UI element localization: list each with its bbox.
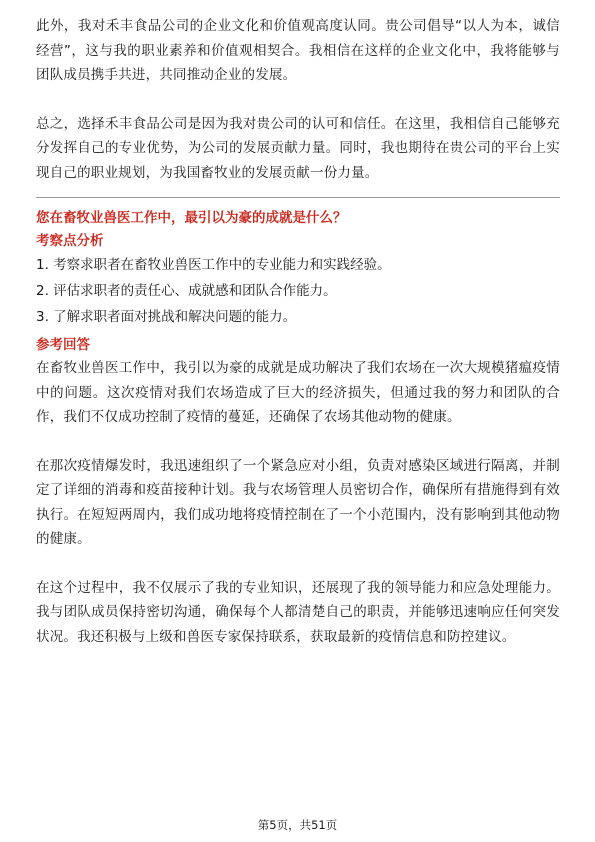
paragraph-gap: [36, 430, 560, 454]
answer-paragraph: 在畜牧业兽医工作中，我引以为豪的成就是成功解决了我们农场在一次大规模猪瘟疫情中的问题。这次疫情对我们农场造成了巨大的经济损失，但通过我的努力和团队的合作，我们不仅成功控制了疫情的蔓延，还确保了农场其他动物的健康。: [36, 360, 560, 425]
analysis-item: 1. 考察求职者在畜牧业兽医工作中的专业能力和实践经验。: [36, 257, 391, 273]
page-number: 第5页，共51页: [257, 818, 338, 832]
paragraph-gap: [36, 88, 560, 112]
analysis-heading: 考察点分析: [36, 233, 104, 249]
document-page: [36, 14, 560, 649]
interview-question: 您在畜牧业兽医工作中，最引以为豪的成就是什么？: [36, 210, 347, 226]
analysis-item: 3. 了解求职者面对挑战和解决问题的能力。: [36, 309, 297, 325]
analysis-list: [36, 252, 560, 330]
intro-paragraph: 总之，选择禾丰食品公司是因为我对贵公司的认可和信任。在这里，我相信自己能够充分发挥自己的专业优势，为公司的发展贡献力量。同时，我也期待在贵公司的平台上实现自己的职业规划，为我国畜牧业的发展贡献一份力量。: [36, 115, 560, 181]
intro-paragraph: 此外，我对禾丰食品公司的企业文化和价值观高度认同。贵公司倡导“以人为本，诚信经营”，这与我的职业素养和价值观相契合。我相信在这样的企业文化中，我将能够与团队成员携手共进，共同推动企业的发展。: [36, 18, 560, 83]
section-divider: [36, 197, 560, 198]
analysis-item: 2. 评估求职者的责任心、成就感和团队合作能力。: [36, 283, 337, 299]
paragraph-gap: [36, 552, 560, 576]
answer-heading: 参考回答: [36, 337, 90, 353]
answer-paragraph: 在那次疫情爆发时，我迅速组织了一个紧急应对小组，负责对感染区域进行隔离，并制定了详细的消毒和疫苗接种计划。我与农场管理人员密切合作，确保所有措施得到有效执行。在短短两周内，我们成功地将疫情控制在了一个小范围内，没有影响到其他动物的健康。: [36, 457, 560, 547]
answer-paragraph: 在这个过程中，我不仅展示了我的专业知识，还展现了我的领导能力和应急处理能力。我与团队成员保持密切沟通，确保每个人都清楚自己的职责，并能够迅速响应任何突发状况。我还积极与上级和兽医专家保持联系，获取最新的疫情信息和防控建议。: [36, 579, 560, 645]
